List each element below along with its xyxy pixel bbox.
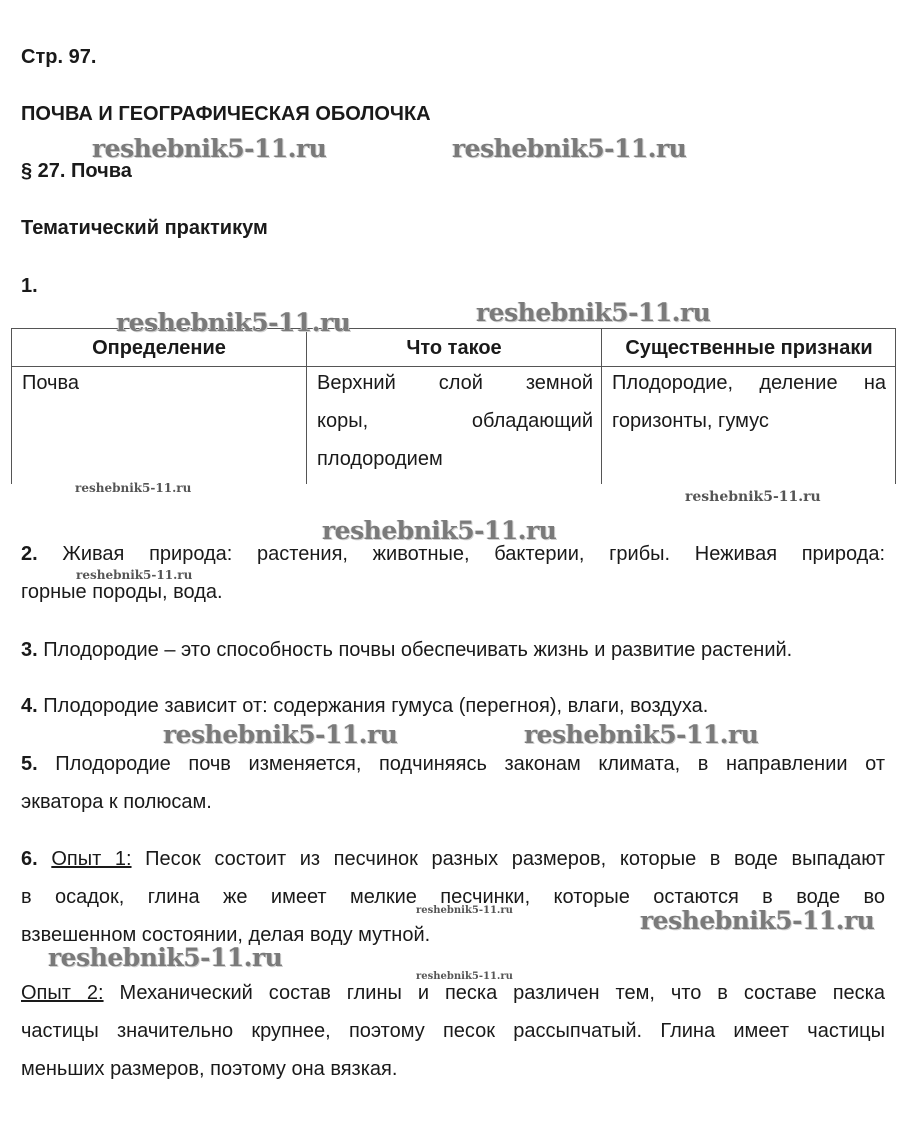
task1-number: 1.: [21, 275, 38, 297]
task6-line: в осадок, глина же имеет мелкие песчинки, которые остаются в воде во: [21, 886, 885, 908]
task4-line: 4. Плодородие зависит от: содержания гумуса (перегноя), влаги, воздуха.: [21, 695, 709, 717]
definition-table: [11, 328, 896, 484]
table-cell-what: [317, 364, 593, 478]
table-cell-what-line: плодородием: [317, 448, 443, 470]
task6-line: частицы значительно крупнее, поэтому песок рассыпчатый. Глина имеет частицы: [21, 1020, 885, 1042]
task6-line: 6. Опыт 1: Песок состоит из песчинок разных размеров, которые в воде выпадают: [21, 848, 885, 870]
task2-number: 2.: [21, 543, 38, 565]
experiment-2-label: Опыт 2:: [21, 982, 104, 1004]
table-cell-what-line: Верхний слой земной: [317, 372, 593, 394]
table-cell-features-line: Плодородие, деление на: [612, 372, 886, 394]
task6-number: 6.: [21, 848, 38, 870]
watermark: reshebnik5-11.ru: [685, 489, 821, 505]
task3-number: 3.: [21, 639, 38, 661]
watermark: reshebnik5-11.ru: [476, 298, 711, 327]
section-title: § 27. Почва: [21, 160, 132, 182]
task2-line: 2. Живая природа: растения, животные, бактерии, грибы. Неживая природа:: [21, 543, 885, 565]
watermark: reshebnik5-11.ru: [92, 134, 327, 163]
watermark: reshebnik5-11.ru: [48, 943, 283, 972]
watermark: reshebnik5-11.ru: [75, 481, 192, 495]
table-cell-what-line: коры, обладающий: [317, 410, 593, 432]
page-label: Стр. 97.: [21, 46, 97, 68]
subtitle: Тематический практикум: [21, 217, 268, 239]
watermark: reshebnik5-11.ru: [640, 906, 875, 935]
task6-line: меньших размеров, поэтому она вязкая.: [21, 1058, 398, 1080]
task2-line: горные породы, вода.: [21, 581, 223, 603]
watermark: reshebnik5-11.ru: [322, 516, 557, 545]
table-cell-features: [612, 364, 886, 440]
task3: [21, 631, 885, 669]
task4-number: 4.: [21, 695, 38, 717]
task6-experiment-1: [21, 840, 885, 954]
task3-line: 3. Плодородие – это способность почвы обеспечивать жизнь и развитие растений.: [21, 639, 793, 661]
table-cell-features-line: горизонты, гумус: [612, 410, 769, 432]
task5: [21, 745, 885, 821]
watermark: reshebnik5-11.ru: [76, 568, 193, 582]
task6-experiment-2: [21, 974, 885, 1088]
table-header-features: Существенные признаки: [625, 337, 873, 359]
table-cell-term: Почва: [22, 372, 80, 394]
watermark: reshebnik5-11.ru: [163, 720, 398, 749]
task6-line: взвешенном состоянии, делая воду мутной.: [21, 924, 431, 946]
watermark: reshebnik5-11.ru: [452, 134, 687, 163]
experiment-1-label: Опыт 1:: [51, 848, 132, 870]
table-header-what: Что такое: [406, 337, 502, 359]
watermark: reshebnik5-11.ru: [116, 308, 351, 337]
task5-number: 5.: [21, 753, 38, 775]
table-header-definition: Определение: [92, 337, 226, 359]
task6-line: Опыт 2: Механический состав глины и песка различен тем, что в составе песка: [21, 982, 885, 1004]
watermark: reshebnik5-11.ru: [524, 720, 759, 749]
chapter-title: ПОЧВА И ГЕОГРАФИЧЕСКАЯ ОБОЛОЧКА: [21, 103, 431, 125]
task5-line: 5. Плодородие почв изменяется, подчиняясь законам климата, в направлении от: [21, 753, 885, 775]
watermark: reshebnik5-11.ru: [416, 905, 513, 916]
watermark: reshebnik5-11.ru: [416, 971, 513, 982]
task5-line: экватора к полюсам.: [21, 791, 212, 813]
